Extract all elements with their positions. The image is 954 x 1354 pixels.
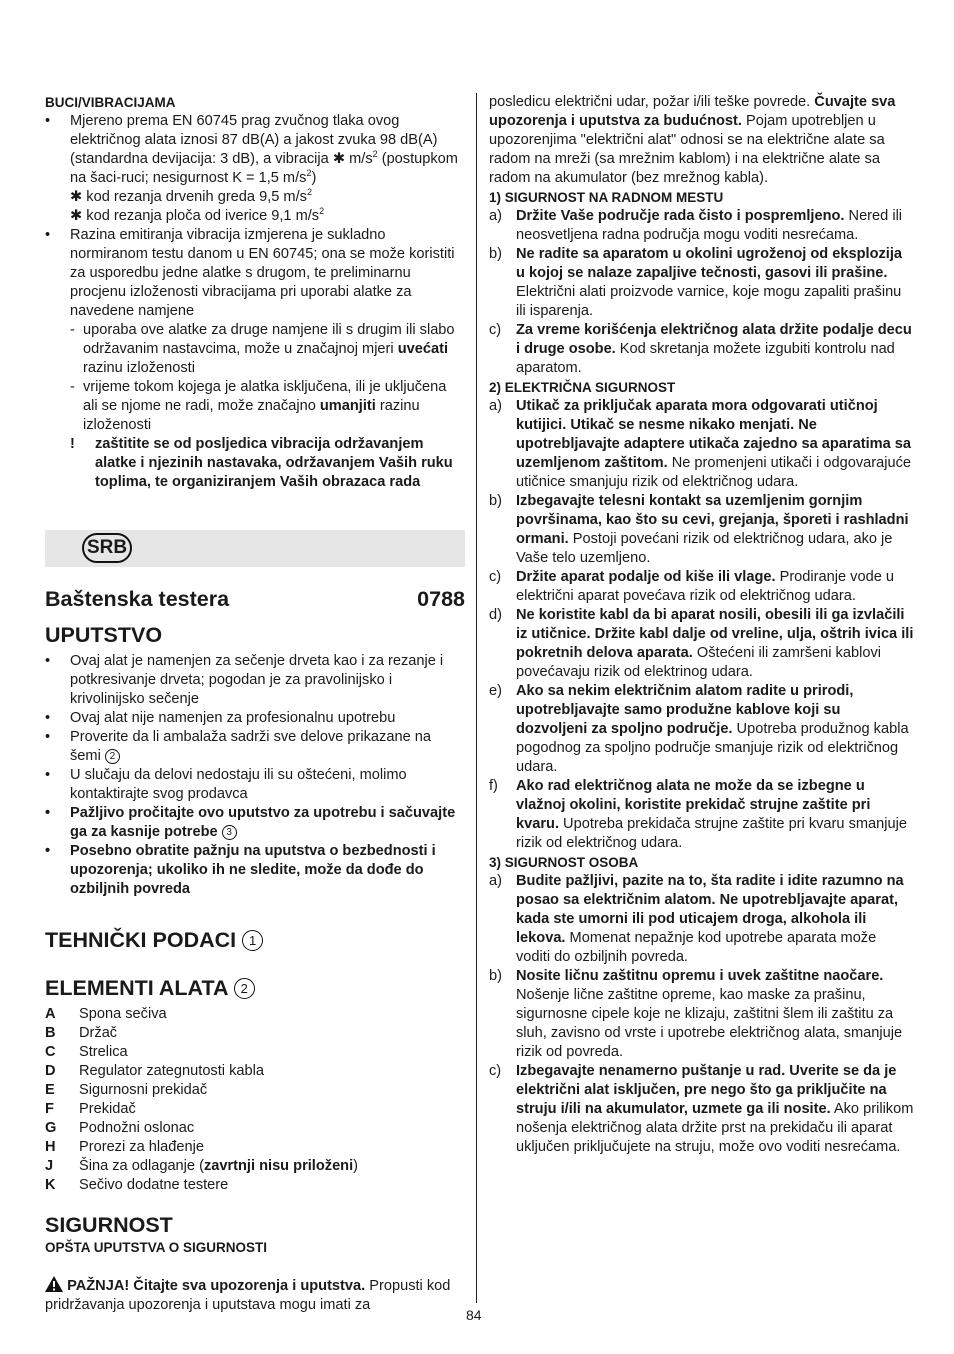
element-item: C Strelica	[45, 1044, 128, 1060]
circled-2-icon: 2	[105, 749, 120, 764]
safety-subheading: OPŠTA UPUTSTVA O SIGURNOSTI	[45, 1240, 268, 1255]
section-3-list	[489, 872, 914, 1157]
uputstvo-heading: UPUTSTVO	[45, 623, 163, 647]
uputstvo-bullet: • Ovaj alat je namenjen za sečenje drveta kao i za rezanje i potkresivanje drveta; pogodan je za pravolinijsko i krivolinijsko sečenje	[45, 652, 465, 709]
element-item: H Prorezi za hlađenje	[45, 1139, 204, 1155]
uputstvo-bullet: • Ovaj alat nije namenjen za profesionalnu upotrebu	[45, 709, 465, 728]
product-title-row	[45, 586, 465, 612]
safety-item: c) Držite aparat podalje od kiše ili vlage. Prodiranje vode u električni aparat povećava rizik od električnog udara.	[489, 569, 894, 604]
safety-item: a) Držite Vaše područje rada čisto i pospremljeno. Nered ili neosvetljena radna područja mogu voditi nesrećama.	[489, 208, 903, 243]
language-bar	[45, 530, 465, 567]
product-name: Baštenska testera	[45, 587, 230, 611]
safety-item: d) Ne koristite kabl da bi aparat nosili, obesili ili ga izvlačili iz utičnice. Držite kabl dalje od vreline, ulja, oštrih ivica ili pokretnih delova aparata. Oštećeni ili zamršeni kablovi povećavaju rizik od elektrinog udara.	[489, 607, 914, 680]
safety-item: a) Utikač za priključak aparata mora odgovarati utičnoj kutijici. Utikač se nesme nikako menjati. Ne upotrebljavajte adaptere utikača zajedno sa aparatima sa uzemljenom zaštitom. Ne promenjeni utikači i odgovarajuće utičnice smanjuju rizik od električnog udara.	[489, 398, 912, 490]
dash-item-1: - uporaba ove alatke za druge namjene ili s drugim ili slabo održavanim nastavcima, može u značajnoj mjeri uvećati razinu izloženosti	[70, 321, 465, 378]
safety-item: a) Budite pažljivi, pazite na to, šta radite i idite razumno na posao sa električnim alatom. Ne upotrebljavajte aparat, kada ste umorni ili pod uticajem droga, alkohola ili lekova. Momenat nepažnje kod upotrebe aparata može voditi do ozbiljnih povreda.	[489, 873, 904, 965]
element-item: E Sigurnosni prekidač	[45, 1082, 208, 1098]
asterisk-icon: ✱	[70, 208, 83, 224]
section-1-list	[489, 207, 914, 378]
noise-bullet-1: • Mjereno prema EN 60745 prag zvučnog tlaka ovog električnog alata iznosi 87 dB(A) a jakost zvuka 98 dB(A) (standardna devijacija: 3 dB), a vibracija ✱ $m/s^2$ (postupkom na šaci-ruci; nesigurnost K = 1,5 $m/s^2$) ✱ kod rezanja drvenih greda 9,5 $m/s^2$ ✱ kod rezanja ploča od iverice 9,1 $m/s^2$	[45, 112, 465, 226]
dash-list	[70, 321, 465, 435]
element-item: F Prekidač	[45, 1101, 136, 1117]
uputstvo-list	[45, 652, 465, 899]
page-number: 84	[466, 1307, 482, 1323]
asterisk-icon: ✱	[70, 189, 83, 205]
circled-1-icon: 1	[242, 930, 263, 951]
product-code: 0788	[417, 587, 465, 611]
element-item: D Regulator zategnutosti kabla	[45, 1063, 264, 1079]
sigurnost-heading: SIGURNOST	[45, 1213, 173, 1237]
column-divider	[476, 93, 477, 1303]
dash-item-2: - vrijeme tokom kojega je alatka isključena, ili je uključena ali se njome ne radi, može značajno umanjiti razinu izloženosti	[70, 378, 465, 435]
uputstvo-bullet: • Proverite da li ambalaža sadrži sve delove prikazane na šemi 2	[45, 728, 465, 766]
circled-2-icon: 2	[234, 978, 255, 999]
element-item: B Držač	[45, 1025, 118, 1041]
element-item: K Sečivo dodatne testere	[45, 1177, 229, 1193]
section-2-list	[489, 397, 914, 853]
element-item: A Spona sečiva	[45, 1006, 167, 1022]
safety-item: b) Nosite ličnu zaštitnu opremu i uvek zaštitne naočare. Nošenje lične zaštitne opreme, kao maske za prašinu, sigurnosne cipele koje ne klizaju, zaštitni šlem ili zaštitu za sluh, zavisno od vrste i upotrebe električnog alata, smanjuje rizik od povreda.	[489, 968, 903, 1060]
safety-item: f) Ako rad električnog alata ne može da se izbegne u vlažnoj okolini, koristite prekidač strujne zaštite pri kvaru. Upotreba prekidača strujne zaštite pri kvaru smanjuje rizik od električnog udara.	[489, 778, 907, 851]
element-item: J Šina za odlaganje (zavrtnji nisu priloženi)	[45, 1158, 359, 1174]
vibration-warning: ! zaštitite se od posljedica vibracija održavanjem alatke i njezinih nastavaka, održavanjem Vaših ruku toplima, te organiziranjem Vaših obrazaca rada	[70, 436, 453, 490]
safety-item: b) Izbegavajte telesni kontakt sa uzemljenim gornjim površinama, kao što su cevi, grejanja, šporeti i rashladni ormani. Postoji povećani rizik od električnog udara, ako je Vaše telo uzemljeno.	[489, 493, 909, 566]
safety-item: b) Ne radite sa aparatom u okolini ugroženoj od eksplozija u kojoj se nalaze zapaljive tečnosti, gasovi ili prašine. Električni alati proizvode varnice, koje mogu zapaliti prašinu ili isparenja.	[489, 246, 903, 319]
element-item: G Podnožni oslonac	[45, 1120, 195, 1136]
section-heading-1: 1) SIGURNOST NA RADNOM MESTU	[489, 190, 724, 205]
language-badge: SRB	[82, 533, 132, 563]
intro-paragraph: posledicu električni udar, požar i/ili teške povrede. Čuvajte sva upozorenja i uputstva za budućnost. Pojam upotrebljen u upozorenjima "električni alat" odnosi se na električne alate sa radom na mreži (sa mrežnim kablom) i na električne alate sa radom na akumulator (bez mrežnog kabla).	[489, 94, 896, 186]
safety-warning-paragraph: PAŽNJA! Čitajte sva upozorenja i uputstva. Propusti kod pridržavanja upozorenja i uputstava mogu imati za	[45, 1278, 451, 1313]
uputstvo-bullet: • Posebno obratite pažnju na uputstva o bezbednosti i upozorenja; ukoliko ih ne sledite, može da dođe do ozbiljnih povreda	[45, 842, 465, 899]
noise-bullet-2: • Razina emitiranja vibracija izmjerena je sukladno normiranom testu danom u EN 60745; ona se može koristiti za usporedbu jedne alatke s drugom, te preliminarnu procjenu izloženosti vibracijama pri uporabi alatke za navedene namjene - uporaba ove alatke za druge namjene ili s drugim ili slabo održavanim nastavcima, može u značajnoj mjeri uvećati razinu izloženosti - vrijeme tokom kojega je alatka isključena, ili je uključena ali se njome ne radi, može značajno umanjiti razinu izloženosti ! zaštitite se od posljedica vibracija održavanjem alatke i njezinih nastavaka, održavanjem Vaših ruku toplima, te organiziranjem Vaših obrazaca rada	[45, 226, 465, 492]
exclamation-icon: !	[70, 436, 75, 452]
noise-list	[45, 112, 465, 492]
section-heading-3: 3) SIGURNOST OSOBA	[489, 855, 639, 870]
safety-item: c) Izbegavajte nenamerno puštanje u rad. Uverite se da je električni alat isključen, pre nego što ga priključite na struju i/ili na akumulator, uzmete ga ili nosite. Ako prilikom nošenja električnog alata držite prst na prekidaču ili aparat uključen priključujete na struju, može ovo voditi nesrećama.	[489, 1063, 914, 1155]
elements-list	[45, 1005, 465, 1195]
safety-item: c) Za vreme korišćenja električnog alata držite podalje decu i druge osobe. Kod skretanja možete izgubiti kontrolu nad aparatom.	[489, 322, 912, 376]
safety-item: e) Ako sa nekim električnim alatom radite u prirodi, upotrebljavajte samo produžne kablove koji su dozvoljeni za spoljno područje. Upotreba produžnog kabla pogodnog za spoljno područje smanjuje rizik od električnog udara.	[489, 683, 909, 775]
uputstvo-bullet: • U slučaju da delovi nedostaju ili su oštećeni, molimo kontaktirajte svog prodavca	[45, 766, 465, 804]
right-column	[489, 93, 914, 1157]
tech-heading: TEHNIČKI PODACI 1	[45, 927, 465, 953]
noise-heading: BUCI/VIBRACIJAMA	[45, 95, 176, 110]
warning-triangle-icon	[45, 1276, 63, 1292]
circled-3-icon: 3	[222, 825, 237, 840]
asterisk-icon: ✱	[332, 151, 346, 167]
elements-heading: ELEMENTI ALATA 2	[45, 975, 465, 1001]
uputstvo-bullet: • Pažljivo pročitajte ovo uputstvo za upotrebu i sačuvajte ga za kasnije potrebe 3	[45, 804, 465, 842]
section-heading-2: 2) ELEKTRIČNA SIGURNOST	[489, 380, 676, 395]
left-column	[45, 93, 465, 1315]
